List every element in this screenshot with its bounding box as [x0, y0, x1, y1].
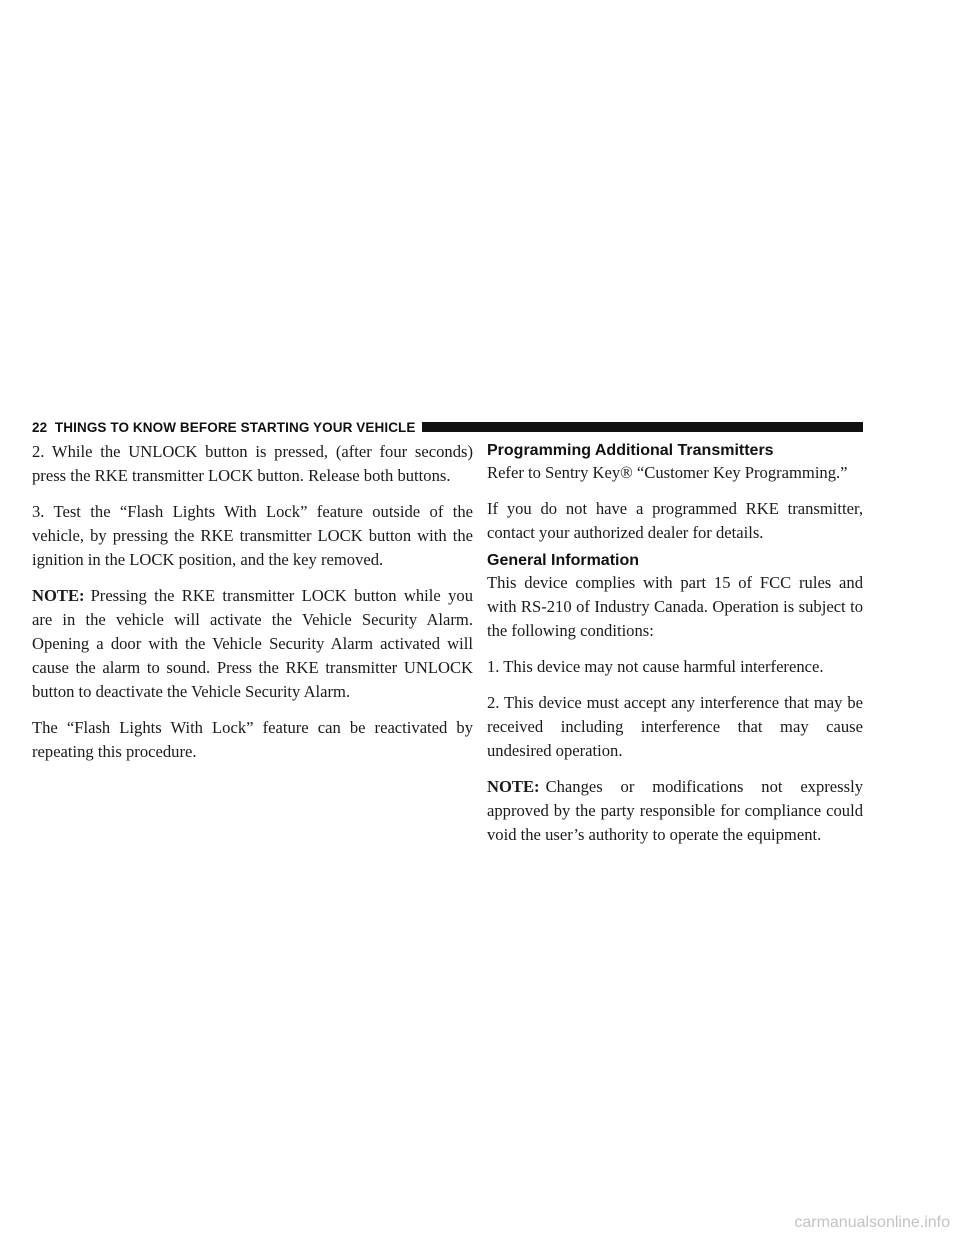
- left-column: [32, 440, 473, 776]
- step-3-paragraph: 3. Test the “Flash Lights With Lock” feature outside of the vehicle, by pressing the RKE transmitter LOCK button with the ignition in the LOCK position, and the key removed.: [32, 502, 473, 569]
- page-number-and-title: [32, 420, 416, 435]
- fcc-note-label: NOTE:: [487, 777, 540, 796]
- programming-reference: Refer to Sentry Key® “Customer Key Programming.”: [487, 463, 848, 482]
- general-information-heading: General Information: [487, 552, 640, 569]
- page-number: 22: [32, 419, 48, 435]
- running-header: [32, 417, 863, 437]
- closing-paragraph: The “Flash Lights With Lock” feature can be reactivated by repeating this procedure.: [32, 718, 473, 761]
- fcc-note-text: Changes or modifications not expressly approved by the party responsible for compliance could void the user’s authority to operate the equipment.: [487, 777, 863, 844]
- general-information-paragraph: This device complies with part 15 of FCC rules and with RS-210 of Industry Canada. Operation is subject to the following conditions:: [487, 573, 863, 640]
- step-2-paragraph: 2. While the UNLOCK button is pressed, (after four seconds) press the RKE transmitter LOCK button. Release both buttons.: [32, 442, 473, 485]
- note-paragraph: [32, 584, 473, 704]
- programming-heading: Programming Additional Transmitters: [487, 442, 774, 459]
- fcc-note-paragraph: [487, 775, 863, 847]
- right-column: [487, 440, 863, 859]
- programming-paragraph: If you do not have a programmed RKE transmitter, contact your authorized dealer for details.: [487, 499, 863, 542]
- watermark: carmanualsonline.info: [794, 1214, 950, 1231]
- condition-1: 1. This device may not cause harmful interference.: [487, 657, 824, 676]
- chapter-title: THINGS TO KNOW BEFORE STARTING YOUR VEHICLE: [54, 419, 416, 435]
- condition-2: 2. This device must accept any interference that may be received including interference that may cause undesired operation.: [487, 693, 863, 760]
- note-label: NOTE:: [32, 586, 85, 605]
- note-text: Pressing the RKE transmitter LOCK button while you are in the vehicle will activate the Vehicle Security Alarm. Opening a door with the Vehicle Security Alarm activated will cause the alarm to sound. Press the RKE transmitter UNLOCK button to deactivate the Vehicle Security Alarm.: [32, 586, 473, 701]
- header-rule: [422, 422, 864, 432]
